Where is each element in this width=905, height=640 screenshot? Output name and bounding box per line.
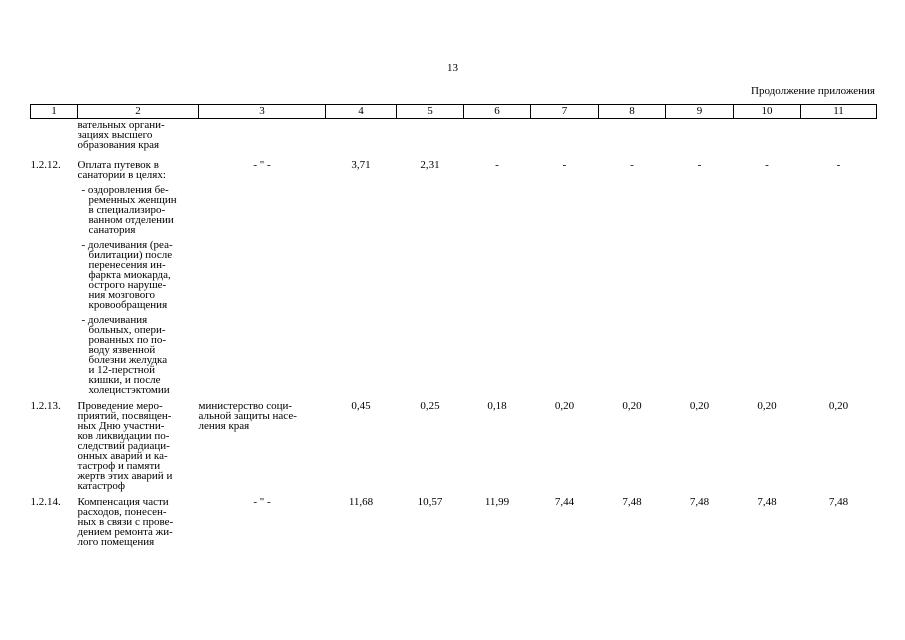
subitem: - долечивания (реа- билитации) после перенесения ин- фаркта миокарда, острого наруше- ния мозгового кровообращения [81, 239, 173, 311]
table-row [31, 160, 877, 401]
value-cell: 0,45 [351, 400, 371, 412]
value-cell: 0,20 [828, 400, 849, 412]
header-cell: 11 [801, 105, 877, 119]
value-cell: 0,20 [554, 400, 575, 412]
value-cell: 0,18 [487, 400, 507, 412]
value-cell: 0,20 [622, 400, 642, 412]
row-description: Проведение меро- приятий, посвящен- ных Дню участни- ков ликвидации по- следствий радиаци- онных аварий и ка- тастроф и памяти жертв этих аварий и катастроф [77, 400, 173, 492]
value-cell: - [495, 159, 499, 171]
row-description-main: Оплата путевок в санатории в целях: [77, 159, 166, 181]
row-number: 1.2.13. [30, 400, 61, 412]
row-number: 1.2.12. [30, 159, 61, 171]
header-row [31, 105, 877, 119]
row-number [31, 119, 78, 161]
value-cell [464, 119, 531, 161]
value-cell [599, 119, 666, 161]
value-cell: 0,20 [757, 400, 777, 412]
table-row [31, 497, 877, 553]
header-cell: 4 [326, 105, 397, 119]
value-cell: 11,99 [484, 496, 510, 508]
value-cell: 0,20 [689, 400, 710, 412]
value-cell: 7,48 [689, 496, 710, 508]
row-number: 1.2.14. [30, 496, 61, 508]
value-cell: 7,48 [622, 496, 642, 508]
subitem: - оздоровления бе- ременных женщин в специализиро- ванном отделении санатория [81, 184, 177, 236]
value-cell [666, 119, 734, 161]
row-executor: министерство соци- альной защиты насе- ления края [198, 400, 297, 432]
row-description: вательных органи- зациях высшего образования края [77, 119, 165, 151]
value-cell: 10,57 [417, 496, 443, 508]
value-cell [801, 119, 877, 161]
table-row [31, 119, 877, 161]
row-executor [199, 119, 326, 161]
value-cell: 2,31 [420, 159, 440, 171]
value-cell [531, 119, 599, 161]
value-cell: 11,68 [348, 496, 374, 508]
value-cell: - [697, 159, 702, 171]
header-cell: 3 [199, 105, 326, 119]
subitem: - долечивания больных, опери- рованных по по- воду язвенной болезни желудка и 12-перстной кишки, и после холецистэктомии [81, 314, 170, 396]
value-cell: 3,71 [351, 159, 371, 171]
value-cell: 7,44 [554, 496, 575, 508]
row-executor: - " - [253, 496, 271, 508]
appendix-table [30, 104, 877, 553]
value-cell: 7,48 [757, 496, 777, 508]
value-cell: 7,48 [828, 496, 849, 508]
row-description [78, 160, 199, 401]
value-cell: - [836, 159, 841, 171]
header-cell: 5 [397, 105, 464, 119]
continuation-label: Продолжение приложения [751, 85, 875, 97]
value-cell: - [562, 159, 567, 171]
value-cell: - [765, 159, 769, 171]
header-cell: 1 [31, 105, 78, 119]
header-cell: 10 [734, 105, 801, 119]
table-row [31, 401, 877, 497]
header-cell: 6 [464, 105, 531, 119]
value-cell [397, 119, 464, 161]
row-description: Компенсация части расходов, понесен- ных в связи с прове- дением ремонта жи- лого помещения [77, 496, 174, 548]
row-executor: - " - [253, 159, 271, 171]
header-cell: 7 [531, 105, 599, 119]
value-cell [326, 119, 397, 161]
page-number: 13 [447, 62, 458, 74]
header-cell: 8 [599, 105, 666, 119]
header-cell: 9 [666, 105, 734, 119]
value-cell: 0,25 [420, 400, 440, 412]
header-cell: 2 [78, 105, 199, 119]
value-cell [734, 119, 801, 161]
value-cell: - [630, 159, 634, 171]
